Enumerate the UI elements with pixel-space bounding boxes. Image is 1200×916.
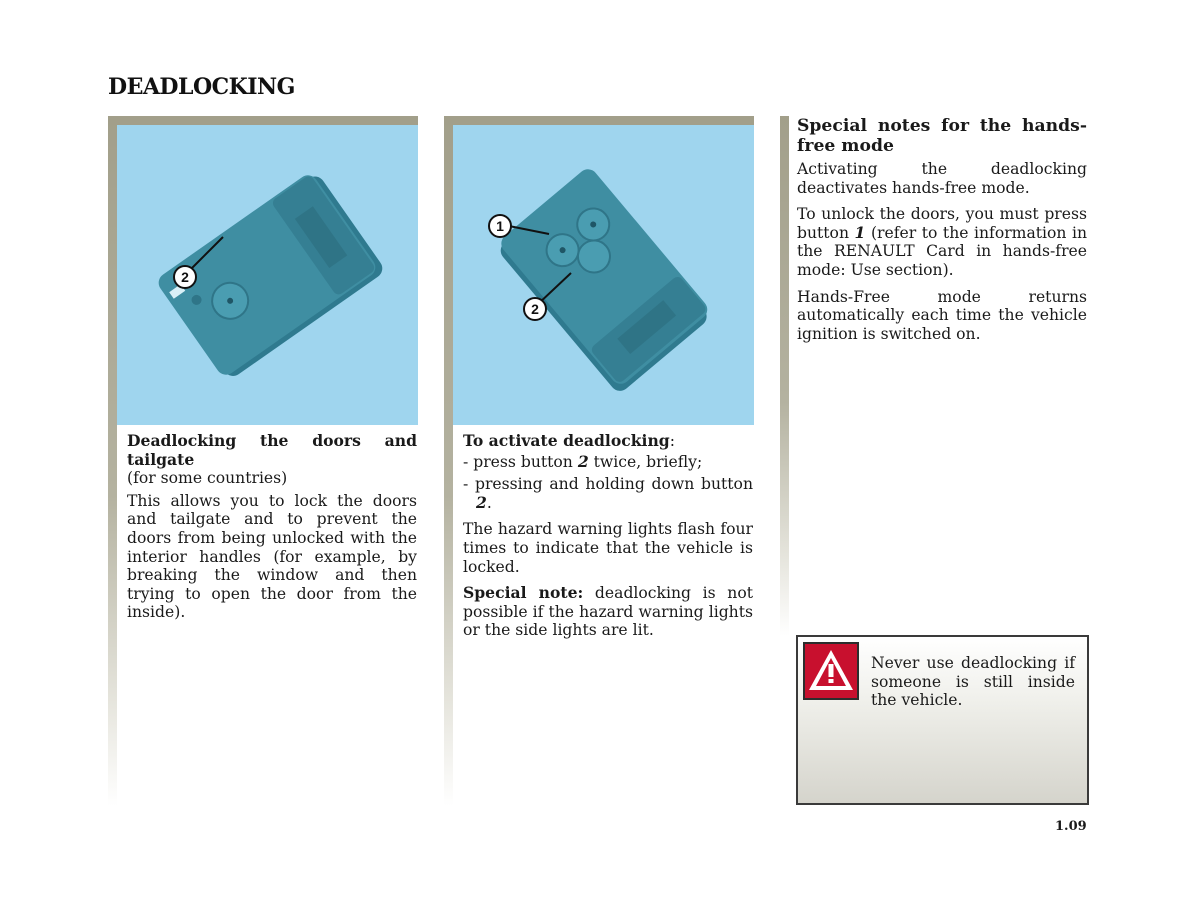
column-bar [108,116,117,806]
callout-2: 2 [531,301,539,317]
renault-card-image [117,125,418,425]
step-text: - pressing and holding down button [463,475,753,494]
hazard-text: The hazard warning lights flash four times to indicate that the vehicle is locked. [463,520,753,576]
column-top-bar [444,116,754,125]
deadlocking-heading: Deadlocking the doors and tailgate [127,431,417,469]
hands-free-para2 [797,205,1087,279]
card-illustration-left [117,125,418,425]
callout-2: 2 [181,269,189,285]
activate-colon: : [669,432,675,450]
renault-card-image [453,125,754,425]
middle-text [463,432,753,648]
para2-text: (refer to the information in the RENAULT Card in hands-free mode: Use section). [797,223,1088,279]
page-title: DEADLOCKING [108,74,295,100]
special-note-label: Special note: [463,583,584,603]
middle-column [444,116,754,806]
button-ref: 2 [476,492,487,512]
special-note [463,584,753,640]
column-bar [444,116,453,806]
column-bar [780,116,789,636]
step-text: - press button [463,452,578,471]
hands-free-heading: Special notes for the hands-free mode [797,116,1087,156]
left-text [127,432,417,630]
step-text: twice, briefly; [588,452,703,471]
hands-free-para1: Activating the deadlocking deactivates hands-free mode. [797,160,1087,197]
deadlocking-subheading: (for some countries) [127,469,288,488]
deadlocking-body: This allows you to lock the doors and tailgate and to prevent the doors from being unlocked with the interior handles (for example, by breaking the window and then trying to open the door from the inside). [127,491,417,622]
warning-box [796,635,1089,805]
right-text [797,116,1087,351]
special-note-text: deadlocking is not possible if the hazard warning lights or the side lights are lit. [463,584,753,640]
para2-text: To unlock the doors, you must press button [797,205,1087,242]
hands-free-para3: Hands-Free mode returns automatically each time the vehicle ignition is switched on. [797,287,1087,343]
button-ref: 1 [854,222,866,242]
button-ref: 2 [577,451,589,471]
step-text: . [486,493,492,512]
warning-triangle-icon [803,642,859,700]
callout-1: 1 [496,218,504,234]
left-column [108,116,418,806]
warning-text: Never use deadlocking if someone is still inside the vehicle. [871,654,1075,710]
card-illustration-middle [453,125,754,425]
activate-label: To activate deadlocking [463,431,670,450]
column-top-bar [108,116,418,125]
step-item [463,475,753,512]
step-item [463,453,753,472]
page-number: 1.09 [1055,819,1087,834]
